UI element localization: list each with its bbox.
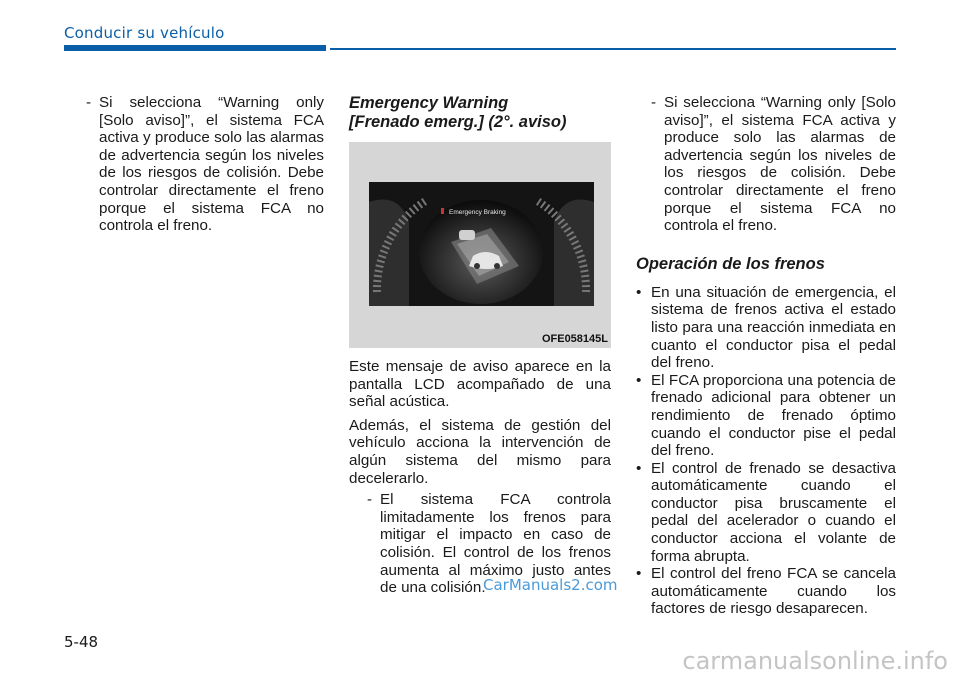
screen-warning-text: Emergency Braking — [449, 209, 506, 216]
dash-item-text: El sistema FCA controla limitadamente los frenos para mitigar el impacto en caso de colisión. El control de los frenos aumenta al máximo justo antes de una colisión. — [380, 491, 611, 597]
middle-column — [349, 358, 611, 597]
footer-site-link[interactable]: carmanualsonline.info — [682, 647, 948, 675]
cluster-display-image — [369, 182, 594, 306]
dash-mark: - — [651, 94, 657, 111]
page-number: 5-48 — [64, 633, 99, 651]
list-item — [636, 460, 896, 566]
paragraph: Este mensaje de aviso aparece en la pantalla LCD acompañado de una señal acústica. — [349, 358, 611, 411]
section-heading-line1: Emergency Warning — [349, 94, 509, 112]
right-column — [636, 94, 896, 618]
section-title: Conducir su vehículo — [64, 24, 225, 42]
paragraph: Además, el sistema de gestión del vehículo acciona la intervención de algún sistema del mismo para decelerarlo. — [349, 416, 611, 487]
list-item — [636, 565, 896, 618]
dash-item-text: Si selecciona “Warning only [Solo aviso]”, el sistema FCA activa y produce solo las alarmas de advertencia según los niveles de los riesgos de colisión. Debe controlar directamente el freno porque el sistema FCA no controla el freno. — [664, 94, 896, 235]
bullet-mark: • — [636, 283, 642, 301]
dash-item — [86, 94, 324, 235]
list-item-text: El control del freno FCA se cancela automáticamente cuando los factores de riesgo desaparecen. — [651, 565, 896, 618]
middle-heading — [349, 94, 611, 132]
dash-mark: - — [86, 94, 92, 111]
list-item-text: El FCA proporciona una potencia de frenado adicional para obtener un rendimiento de frenado óptimo cuando el conductor pise el pedal del freno. — [651, 371, 896, 460]
bullet-list — [636, 284, 896, 618]
section-heading-line2: [Frenado emerg.] (2°. aviso) — [349, 113, 567, 131]
list-item — [636, 372, 896, 460]
list-item-text: En una situación de emergencia, el sistema de frenos activa el estado listo para una reacción inmediata en cuanto el conductor pisa el pedal del freno. — [651, 283, 896, 372]
list-item-text: El control de frenado se desactiva automáticamente cuando el conductor pisa bruscamente el pedal del acelerador o cuando el conductor acciona el volante de forma abrupta. — [651, 459, 896, 565]
dash-item-text: Si selecciona “Warning only [Solo aviso]”, el sistema FCA activa y produce solo las alarmas de advertencia según los niveles de los riesgos de colisión. Debe controlar directamente el freno porque el sistema FCA no controla el freno. — [99, 94, 324, 235]
section-heading: Operación de los frenos — [636, 254, 825, 273]
bullet-mark: • — [636, 565, 642, 583]
bullet-mark: • — [636, 459, 642, 477]
dashboard-figure — [349, 142, 611, 348]
list-item — [636, 284, 896, 372]
header-rule-thick — [64, 45, 326, 51]
figure-caption: OFE058145L — [541, 333, 608, 345]
dash-mark: - — [367, 491, 373, 509]
left-column — [86, 94, 324, 235]
watermark-link[interactable]: CarManuals2.com — [483, 576, 618, 594]
header-rule-thin — [330, 48, 896, 50]
bullet-mark: • — [636, 371, 642, 389]
dash-item — [651, 94, 896, 235]
